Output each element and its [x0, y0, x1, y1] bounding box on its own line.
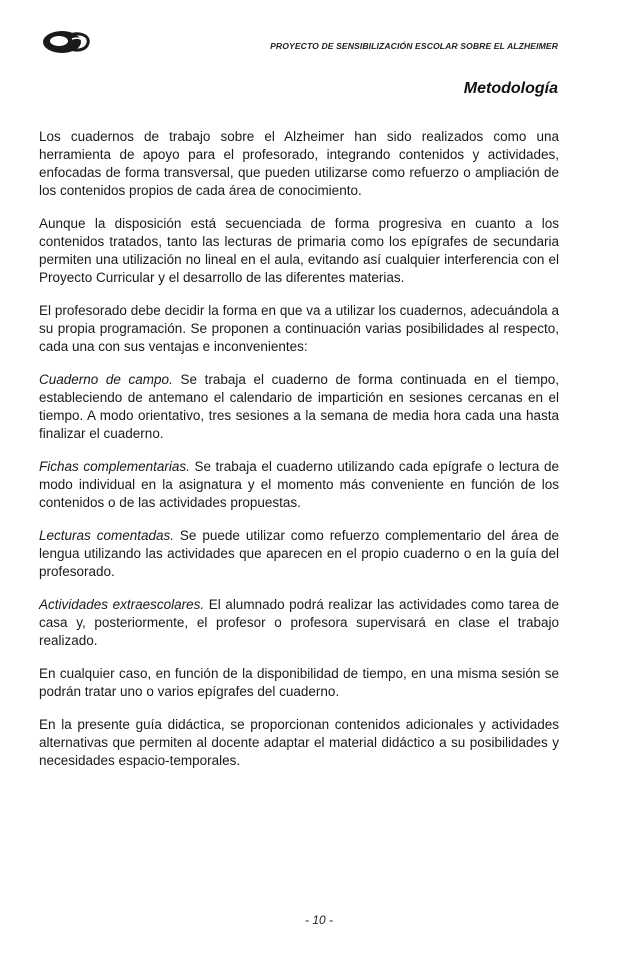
page-title: Metodología [463, 80, 558, 97]
paragraph-lead: Lecturas comentadas. [39, 528, 174, 543]
paragraph [39, 458, 559, 512]
logo-mark-icon [38, 27, 94, 57]
project-header-title: PROYECTO DE SENSIBILIZACIÓN ESCOLAR SOBRE EL ALZHEIMER [270, 41, 558, 51]
paragraph-text: Los cuadernos de trabajo sobre el Alzheimer han sido realizados como una herramienta de apoyo para el profesorado, integrando contenidos y actividades, enfocadas de forma transversal, que pueden utilizarse como refuerzo o ampliación de los contenidos propios de cada área de conocimiento. [39, 129, 559, 198]
paragraph [39, 215, 559, 287]
paragraph-text: Se puede utilizar como refuerzo complementario del área de lengua utilizando las actividades que aparecen en el propio cuaderno o en la guía del profesorado. [39, 528, 559, 579]
paragraph [39, 596, 559, 650]
paragraph [39, 665, 559, 701]
paragraph-text: En la presente guía didáctica, se proporcionan contenidos adicionales y actividades alternativas que permiten al docente adaptar el material didáctico a su posibilidades y necesidades espacio-temporales. [39, 717, 559, 768]
paragraph-lead: Cuaderno de campo. [39, 372, 173, 387]
organization-logo [38, 27, 94, 57]
paragraph-text: Aunque la disposición está secuenciada de forma progresiva en cuanto a los contenidos tratados, tanto las lecturas de primaria como los epígrafes de secundaria permiten una utilización no lineal en el aula, evitando así cualquier interferencia con el Proyecto Curricular y el desarrollo de las diferentes materias. [39, 216, 559, 285]
paragraph [39, 371, 559, 443]
paragraph [39, 716, 559, 770]
paragraph-text: Se trabaja el cuaderno utilizando cada epígrafe o lectura de modo individual en la asignatura y el momento más conveniente en función de los contenidos o de las actividades propuestas. [39, 459, 559, 510]
paragraph-text: El profesorado debe decidir la forma en que va a utilizar los cuadernos, adecuándola a su propia programación. Se proponen a continuación varias posibilidades al respecto, cada una con sus ventajas e inconvenientes: [39, 303, 559, 354]
paragraph-text: Se trabaja el cuaderno de forma continuada en el tiempo, estableciendo de antemano el calendario de impartición en sesiones cercanas en el tiempo. A modo orientativo, tres sesiones a la semana de media hora cada una hasta finalizar el cuaderno. [39, 372, 559, 441]
paragraph [39, 302, 559, 356]
paragraph-text: El alumnado podrá realizar las actividades como tarea de casa y, posteriormente, el profesor o profesora supervisará en clase el trabajo realizado. [39, 597, 559, 648]
page-number: - 10 - [304, 913, 333, 927]
paragraph [39, 527, 559, 581]
body-text [39, 128, 559, 785]
paragraph [39, 128, 559, 200]
paragraph-lead: Fichas complementarias. [39, 459, 190, 474]
paragraph-text: En cualquier caso, en función de la disponibilidad de tiempo, en una misma sesión se podrán tratar uno o varios epígrafes del cuaderno. [39, 666, 559, 699]
paragraph-lead: Actividades extraescolares. [39, 597, 205, 612]
